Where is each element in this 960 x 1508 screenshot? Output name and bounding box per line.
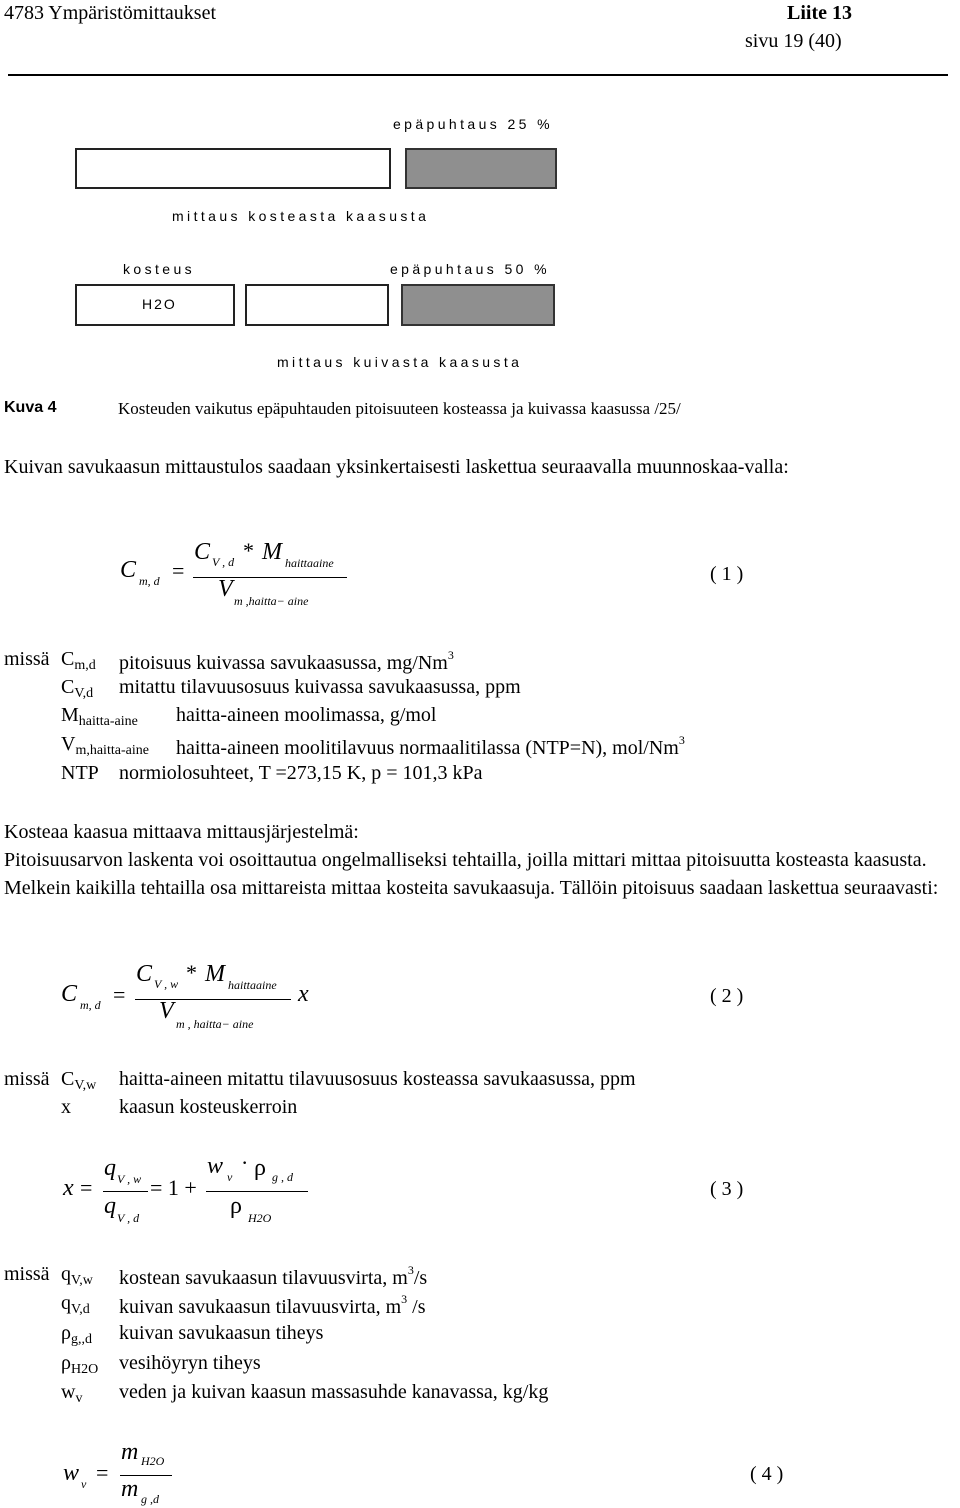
defs1-text-m: haitta-aineen moolimassa, g/mol bbox=[176, 704, 437, 726]
eq4-den-sub: g ,d bbox=[141, 1492, 159, 1506]
defs1-text-cmd: pitoisuus kuivassa savukaasussa, mg/Nm$^3$ bbox=[119, 648, 454, 674]
document-title: 4783 Ympäristömittaukset bbox=[4, 2, 217, 24]
eq3-f2-den-sub: H2O bbox=[248, 1211, 272, 1225]
eq1-num-sym2: M bbox=[262, 539, 282, 565]
eq3-f2-line bbox=[206, 1191, 308, 1192]
eq3-f1-den-sub: V , d bbox=[117, 1211, 140, 1225]
eq3-equals: = bbox=[80, 1175, 93, 1200]
eq1-den-sub: m ,haitta− aine bbox=[234, 594, 309, 608]
label-moisture: kosteus bbox=[123, 261, 196, 277]
eq2-lhs-sub: m, d bbox=[80, 998, 101, 1012]
eq1-lhs: C bbox=[120, 557, 137, 583]
defs1-text-v: haitta-aineen moolitilavuus normaalitilassa (NTP=N), mol/Nm$^3$ bbox=[176, 733, 685, 759]
defs1-text-cvd: mitattu tilavuusosuus kuivassa savukaasussa, ppm bbox=[119, 676, 521, 698]
eq3-f2-den: ρ bbox=[230, 1193, 242, 1219]
defs2-text-x: kaasun kosteuskerroin bbox=[119, 1096, 298, 1118]
eq3-f1-num: q bbox=[104, 1155, 116, 1181]
defs2-text-cvw: haitta-aineen mitattu tilavuusosuus kosteassa savukaasussa, ppm bbox=[119, 1068, 636, 1090]
defs2-sym-x: x bbox=[61, 1096, 71, 1118]
eq4-num-sub: H2O bbox=[141, 1454, 165, 1468]
eq3-f2-num-b: ρ bbox=[254, 1155, 266, 1181]
defs1-sym-v: $V_{m,haitta-aine}$ bbox=[61, 733, 149, 758]
header-divider bbox=[8, 74, 948, 76]
eq1-equals: = bbox=[172, 558, 185, 583]
eq2-num-sym2: M bbox=[205, 961, 225, 987]
label-impurity-50: epäpuhtaus 50 % bbox=[390, 261, 550, 277]
defs2-sym-cvw: $C_{V,w}$ bbox=[61, 1068, 97, 1093]
defs1-sym-cmd: $C_{m,d}$ bbox=[61, 648, 96, 673]
para2-body: Pitoisuusarvon laskenta voi osoittautua ongelmalliseksi tehtailla, joilla mittari mittaa pitoisuutta kosteasta kaasusta. Melkein kaikilla tehtailla osa mittareista mittaa kosteita savukaasuja. Tällöin pitoisuus saadaan laskettua seuraavasti: bbox=[4, 849, 939, 899]
eq2-den-sym: V bbox=[159, 998, 174, 1024]
bar-dry-gas-clean bbox=[245, 284, 389, 326]
defs3-lead: missä bbox=[4, 1263, 50, 1285]
defs3-sym-qvw: $q_{V,w}$ bbox=[61, 1263, 93, 1288]
defs3-text-rho-gd: kuivan savukaasun tiheys bbox=[119, 1322, 324, 1344]
eq4-lhs-sub: v bbox=[81, 1477, 87, 1491]
eq1-number: ( 1 ) bbox=[710, 563, 744, 585]
figure-caption-label: Kuva 4 bbox=[4, 399, 57, 416]
defs3-sym-rho-gd: $\rho_{g,,d}$ bbox=[61, 1322, 92, 1347]
defs3-sym-wv: $w_v$ bbox=[61, 1381, 83, 1406]
bar-wet-gas-clean bbox=[75, 148, 391, 189]
eq3-number: ( 3 ) bbox=[710, 1178, 744, 1200]
eq4-lhs: w bbox=[63, 1460, 80, 1486]
eq1-lhs-sub: m, d bbox=[139, 574, 160, 588]
defs3-sym-qvd: $q_{V,d}$ bbox=[61, 1292, 90, 1317]
eq3-f2-num-a: w bbox=[207, 1153, 224, 1179]
eq4-den: m bbox=[121, 1476, 139, 1502]
eq3-f2-dot: · bbox=[241, 1150, 249, 1175]
eq4-number: ( 4 ) bbox=[750, 1463, 784, 1485]
bar-wet-gas-impurity bbox=[405, 148, 557, 189]
eq1-num-sub: V , d bbox=[212, 555, 235, 569]
defs2-lead: missä bbox=[4, 1068, 50, 1090]
eq2-lhs: C bbox=[61, 981, 78, 1007]
defs1-sym-ntp: NTP bbox=[61, 762, 99, 784]
eq2-num-sym: C bbox=[136, 961, 153, 987]
label-wet-measurement: mittaus kosteasta kaasusta bbox=[172, 208, 430, 224]
eq3-f2-num-a-sub: v bbox=[227, 1170, 233, 1184]
eq3-lhs: x bbox=[63, 1175, 74, 1201]
defs1-sym-m: $M_{haitta-aine}$ bbox=[61, 704, 138, 729]
eq1-fraction-line bbox=[193, 577, 347, 578]
defs3-text-wv: veden ja kuivan kaasun massasuhde kanavassa, kg/kg bbox=[119, 1381, 549, 1403]
eq3-f1-den: q bbox=[104, 1193, 116, 1219]
eq2-den-sub: m , haitta− aine bbox=[176, 1017, 254, 1031]
eq2-times: * bbox=[186, 960, 197, 985]
defs3-text-rho-h2o: vesihöyryn tiheys bbox=[119, 1352, 261, 1374]
appendix-label: Liite 13 bbox=[787, 2, 852, 24]
eq1-num-sym: C bbox=[194, 539, 211, 565]
eq2-num-sub: V , w bbox=[154, 977, 179, 991]
eq4-equals: = bbox=[96, 1460, 109, 1485]
defs1-sym-cvd: $C_{V,d}$ bbox=[61, 676, 94, 701]
eq1-num-sub2: haittaaine bbox=[285, 556, 334, 570]
intro-paragraph: Kuivan savukaasun mittaustulos saadaan yksinkertaisesti laskettua seuraavalla muunnoskaa-valla: bbox=[4, 456, 789, 478]
eq3-f2-num-b-sub: g , d bbox=[272, 1170, 293, 1184]
eq1-den-sym: V bbox=[218, 576, 233, 602]
eq1-times: * bbox=[243, 538, 254, 563]
defs1-lead: missä bbox=[4, 648, 50, 670]
eq2-number: ( 2 ) bbox=[710, 985, 744, 1007]
eq3-equals2: = 1 + bbox=[150, 1175, 197, 1200]
label-impurity-25: epäpuhtaus 25 % bbox=[393, 116, 553, 132]
eq3-f1-num-sub: V , w bbox=[117, 1172, 142, 1186]
defs3-sym-rho-h2o: $\rho_{H2O}$ bbox=[61, 1352, 99, 1377]
figure-caption-text: Kosteuden vaikutus epäpuhtauden pitoisuuteen kosteassa ja kuivassa kaasussa /25/ bbox=[118, 399, 681, 418]
label-dry-measurement: mittaus kuivasta kaasusta bbox=[277, 354, 523, 370]
eq2-factor: x bbox=[298, 981, 309, 1007]
label-h2o: H2O bbox=[142, 296, 177, 312]
defs3-text-qvd: kuivan savukaasun tilavuusvirta, $m^3$ /s bbox=[119, 1292, 426, 1318]
eq2-num-sub2: haittaaine bbox=[228, 978, 277, 992]
para2-heading: Kosteaa kaasua mittaava mittausjärjestelmä: bbox=[4, 821, 359, 843]
bar-dry-gas-impurity bbox=[401, 284, 555, 326]
eq4-num: m bbox=[121, 1439, 139, 1465]
defs1-text-ntp: normiolosuhteet, T =273,15 K, p = 101,3 kPa bbox=[119, 762, 483, 784]
eq3-f1-line bbox=[103, 1191, 148, 1192]
defs3-text-qvw: kostean savukaasun tilavuusvirta, $m^3/s$ bbox=[119, 1263, 428, 1289]
eq2-equals: = bbox=[113, 982, 126, 1007]
page-number: sivu 19 (40) bbox=[745, 30, 842, 52]
